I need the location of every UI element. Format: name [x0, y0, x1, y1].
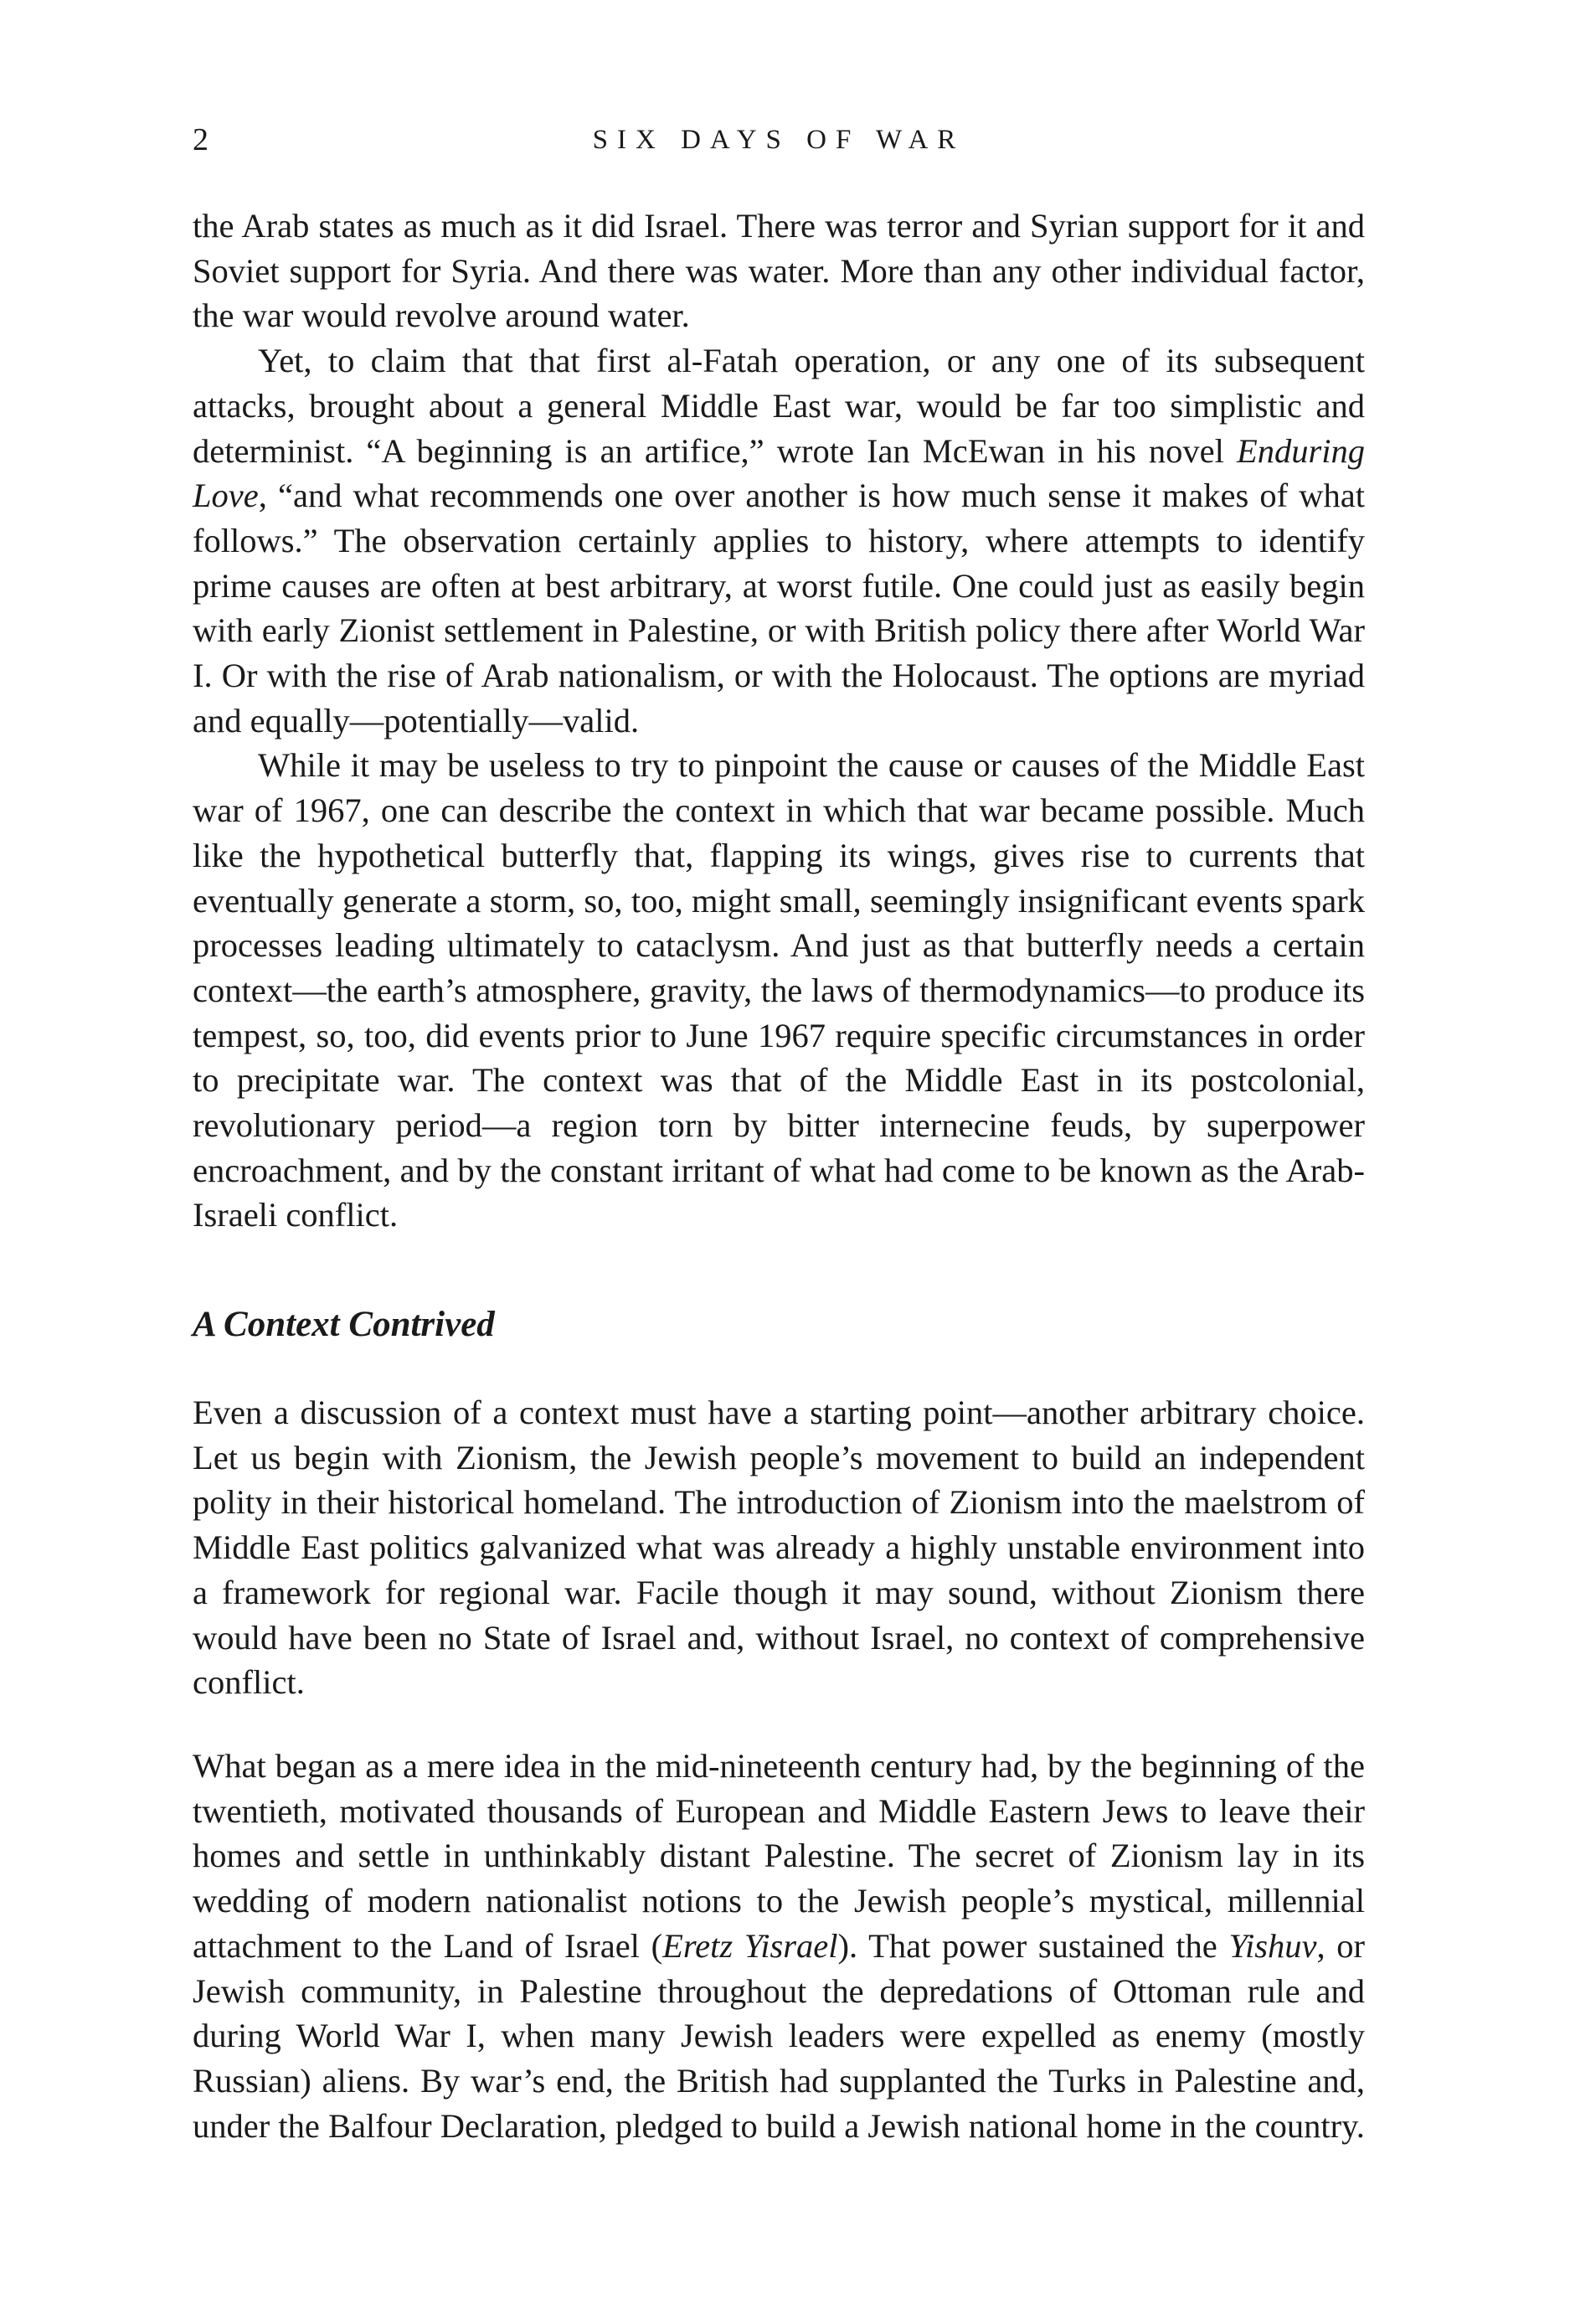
- paragraph-history-part-b: ). That power sustained the: [837, 1926, 1229, 1965]
- paragraph-continued: the Arab states as much as it did Israel. There was terror and Syrian support for it and Soviet support for Syria. And there was water. More than any other individual factor, the war would revolve around water.: [193, 207, 1365, 335]
- paragraph-mcewan-part-a: Yet, to claim that that first al-Fatah operation, or any one of its subsequent attacks, brought about a general Middle East war, would be far too simplistic and determinist. “A beginning is an artifice,” wrote Ian McEwan in his novel: [193, 342, 1365, 470]
- section-paragraph-1: [193, 1390, 1365, 1705]
- running-head: [193, 119, 1365, 161]
- term-yishuv: Yishuv: [1228, 1926, 1317, 1965]
- body-text-top: [193, 204, 1365, 1238]
- paragraph-context: While it may be useless to try to pinpoint the cause or causes of the Middle East war of 1967, one can describe the context in which that war became possible. Much like the hypothetical butterfly that, flapping its wings, gives rise to currents that eventually generate a storm, so, too, might small, seemingly insignificant events spark processes leading ultimately to cataclysm. And just as that butterfly needs a certain context—the earth’s atmosphere, gravity, the laws of thermodynamics—to produce its tempest, so, too, did events prior to June 1967 require specific circumstances in order to precipitate war. The context was that of the Middle East in its postcolonial, revolutionary period—a region torn by bitter internecine feuds, by superpower encroachment, and by the constant irritant of what had come to be known as the Arab-Israeli conflict.: [193, 746, 1365, 1234]
- novel-title: Enduring Love: [193, 431, 1365, 515]
- paragraph-history-part-a: What began as a mere idea in the mid-nineteenth century had, by the beginning of the twentieth, motivated thousands of European and Middle Eastern Jews to leave their homes and settle in unthinkably distant Palestine. The secret of Zionism lay in its wedding of modern nationalist notions to the Jewish people’s mystical, millennial attachment to the Land of Israel (: [193, 1747, 1365, 1965]
- section-heading: A Context Contrived: [193, 1305, 495, 1344]
- term-eretz-yisrael: Eretz Yisrael: [662, 1926, 838, 1965]
- paragraph-mcewan-part-b: , “and what recommends one over another is how much sense it makes of what follows.” The observation certainly applies to history, where attempts to identify prime causes are often at best arbitrary, at worst futile. One could just as easily begin with early Zionist settlement in Palestine, or with British policy there after World War I. Or with the rise of Arab nationalism, or with the Holocaust. The options are myriad and equally—potentially—valid.: [193, 477, 1365, 739]
- page-number: 2: [193, 122, 208, 157]
- paragraph-zionism-history: [193, 1744, 1365, 2148]
- section-paragraph-2: [193, 1744, 1365, 2148]
- running-title: SIX DAYS OF WAR: [592, 125, 965, 155]
- paragraph-zionism-intro: Even a discussion of a context must have a starting point—another arbitrary choice. Let us begin with Zionism, the Jewish people’s movement to build an independent polity in their historical homeland. The introduction of Zionism into the maelstrom of Middle East politics galvanized what was already a highly unstable environment into a framework for regional war. Facile though it may sound, without Zionism there would have been no State of Israel and, without Israel, no context of comprehensive conflict.: [193, 1394, 1365, 1702]
- paragraph-history-part-c: , or Jewish community, in Palestine throughout the depredations of Ottoman rule and during World War I, when many Jewish leaders were expelled as enemy (mostly Russian) aliens. By war’s end, the British had supplanted the Turks in Palestine and, under the Balfour Declaration, pledged to build a Jewish national home in the country.: [193, 1926, 1365, 2145]
- paragraph-mcewan: [193, 338, 1365, 743]
